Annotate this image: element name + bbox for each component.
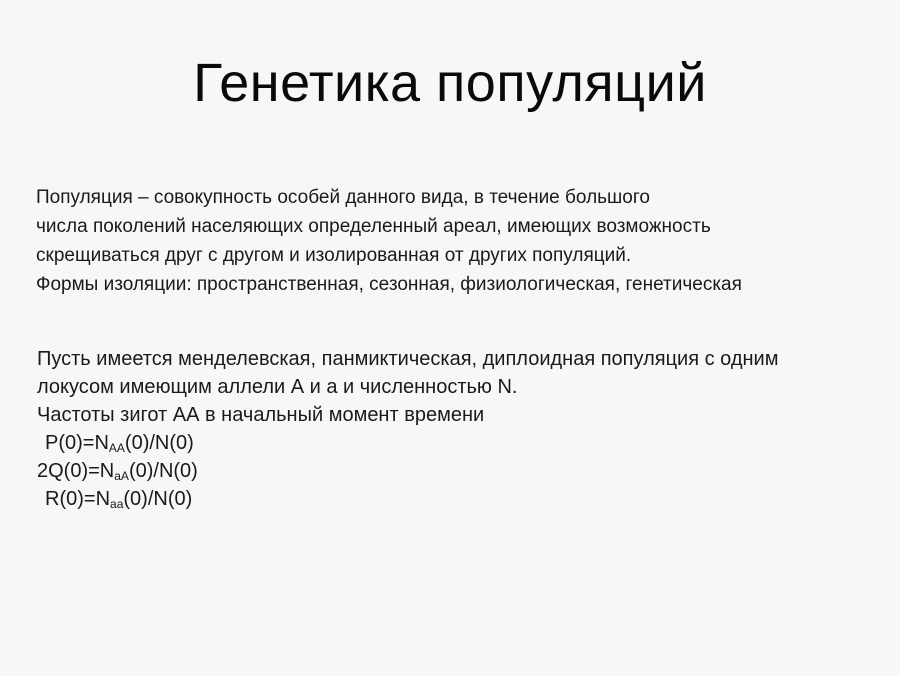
formula-lhs: R(0)=N [45, 488, 111, 510]
formula-rhs: (0)/N(0) [123, 488, 193, 510]
definition-block [36, 183, 876, 299]
formula-subscript: AA [108, 441, 125, 455]
model-line: Пусть имеется менделевская, панмиктическая, диплоидная популяция с одним [37, 348, 779, 370]
model-line: Частоты зигот АА в начальный момент времени [37, 404, 485, 426]
slide-title: Генетика популяций [193, 53, 707, 113]
formula-rhs: (0)/N(0) [128, 460, 198, 482]
formula-lhs: P(0)=N [45, 432, 109, 454]
formula-lhs: 2Q(0)=N [37, 460, 115, 482]
isolation-forms-line: Формы изоляции: пространственная, сезонная, физиологическая, генетическая [36, 274, 742, 295]
formula-rhs: (0)/N(0) [124, 432, 194, 454]
formula-2q [37, 457, 887, 485]
model-line: локусом имеющим аллели А и а и численностью N. [37, 376, 518, 398]
formula-subscript: aA [114, 469, 129, 483]
formula-r [37, 485, 887, 513]
definition-line: скрещиваться друг с другом и изолированная от других популяций. [36, 245, 632, 266]
formula-p [37, 429, 887, 457]
definition-line: числа поколений населяющих определенный ареал, имеющих возможность [36, 216, 711, 237]
formula-subscript: aa [110, 497, 124, 511]
model-block [37, 345, 887, 513]
definition-line: Популяция – совокупность особей данного вида, в течение большого [36, 187, 650, 208]
